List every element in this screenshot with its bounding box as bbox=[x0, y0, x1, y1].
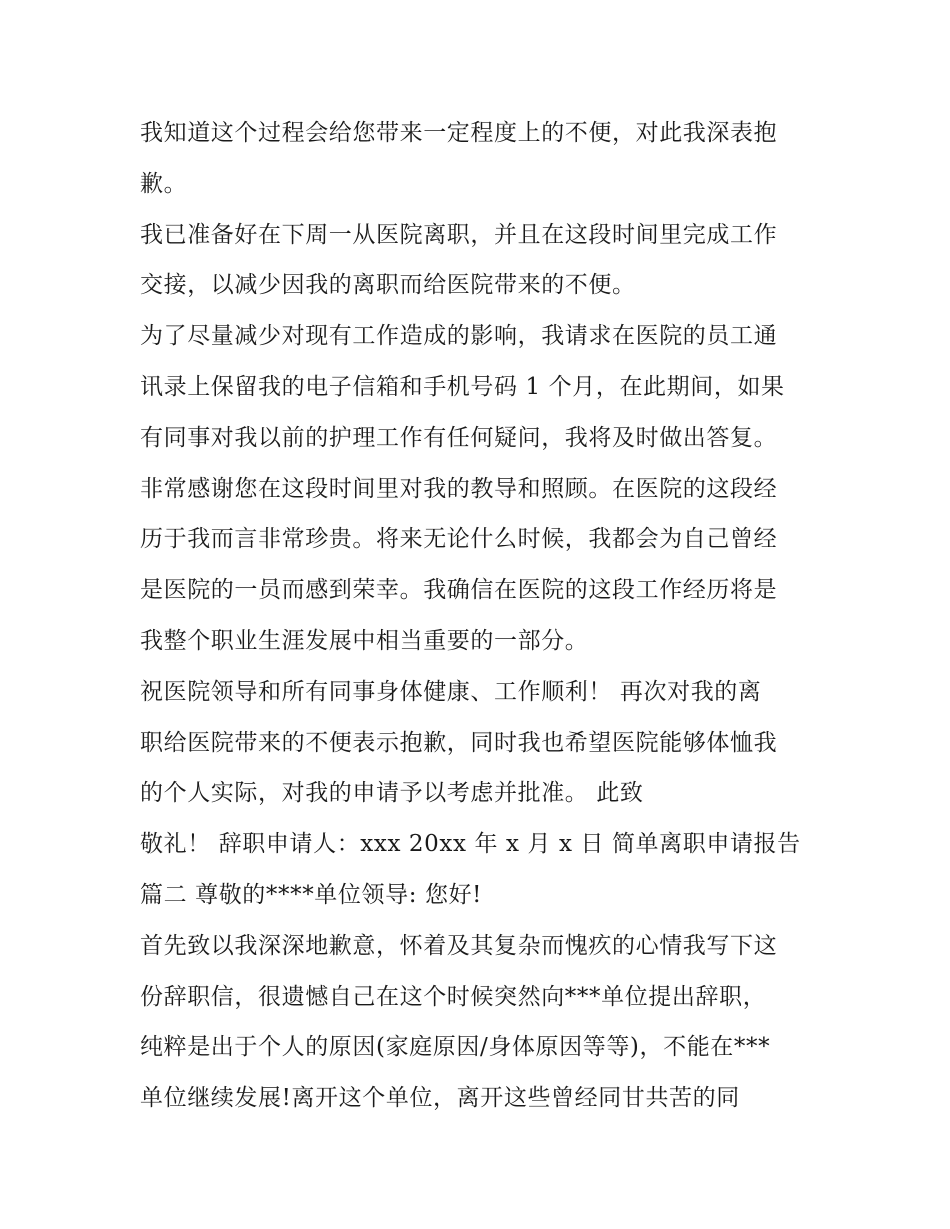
text-line: 我已准备好在下周一从医院离职，并且在这段时间里完成工作 bbox=[140, 221, 778, 248]
text-line: 我整个职业生涯发展中相当重要的一部分。 bbox=[140, 627, 589, 654]
text-line: 非常感谢您在这段时间里对我的教导和照顾。在医院的这段经 bbox=[140, 475, 778, 502]
text-line: 纯粹是出于个人的原因(家庭原因/身体原因等等)，不能在*** bbox=[140, 1034, 771, 1061]
text-line: 我知道这个过程会给您带来一定程度上的不便，对此我深表抱 bbox=[140, 120, 778, 146]
text-line: 份辞职信，很遗憾自己在这个时候突然向***单位提出辞职， bbox=[140, 983, 767, 1010]
text-line: 首先致以我深深地歉意，怀着及其复杂而愧疚的心情我写下这 bbox=[140, 932, 778, 959]
text-line: 是医院的一员而感到荣幸。我确信在医院的这段工作经历将是 bbox=[140, 577, 778, 604]
text-line: 敬礼！ 辞职申请人：xxx 20xx 年 x 月 x 日 简单离职申请报告 bbox=[140, 831, 801, 858]
text-line: 歉。 bbox=[140, 170, 188, 197]
text-line: 交接，以减少因我的离职而给医院带来的不便。 bbox=[140, 272, 636, 299]
text-line: 讯录上保留我的电子信箱和手机号码 1 个月，在此期间，如果 bbox=[140, 373, 785, 400]
text-line: 有同事对我以前的护理工作有任何疑问，我将及时做出答复。 bbox=[140, 424, 778, 451]
text-line: 为了尽量减少对现有工作造成的影响，我请求在医院的员工通 bbox=[140, 323, 778, 350]
text-line: 祝医院领导和所有同事身体健康、工作顺利！ 再次对我的离 bbox=[140, 678, 762, 705]
letter-body bbox=[140, 108, 830, 1124]
text-line: 篇二 尊敬的****单位领导: 您好! bbox=[140, 881, 483, 908]
text-line: 的个人实际，对我的申请予以考虑并批准。 此致 bbox=[140, 780, 644, 807]
text-line: 职给医院带来的不便表示抱歉，同时我也希望医院能够体恤我 bbox=[140, 729, 778, 756]
text-line: 历于我而言非常珍贵。将来无论什么时候，我都会为自己曾经 bbox=[140, 526, 778, 553]
text-line: 单位继续发展!离开这个单位，离开这些曾经同甘共苦的同 bbox=[140, 1085, 740, 1112]
